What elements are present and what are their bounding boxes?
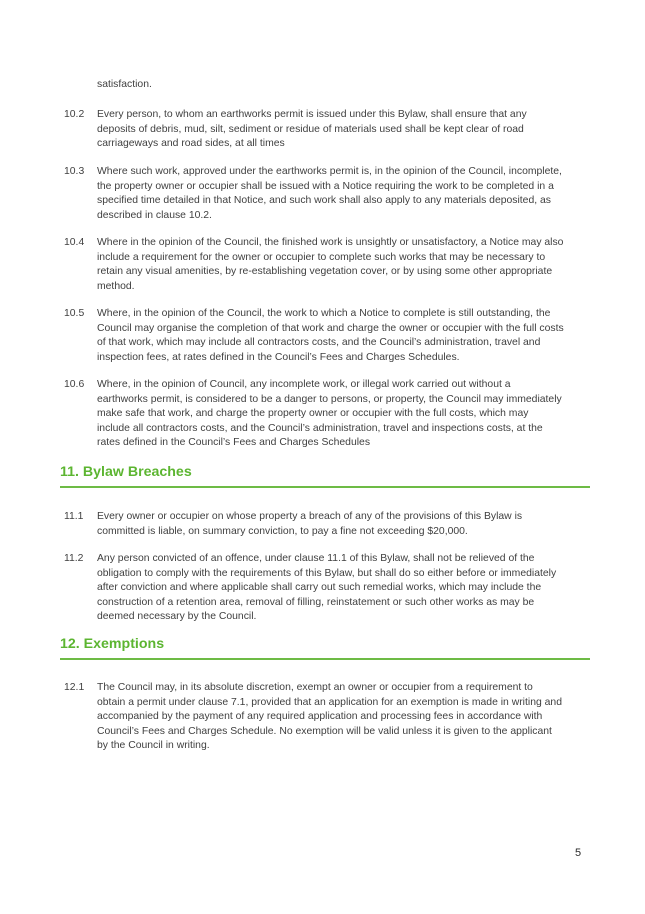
clause-number: 10.6 — [64, 379, 85, 390]
section-heading-exemptions: 12. Exemptions — [60, 635, 590, 660]
clause-12-1 — [64, 681, 564, 754]
clause-10-4 — [64, 236, 564, 294]
clause-10-5 — [64, 307, 564, 365]
clause-text: The Council may, in its absolute discretion, exempt an owner or occupier from a requirement to obtain a permit under clause 7.1, provided that an application for an exemption is made in writing and accompanied by the payment of any required application and processing fees in accordance with Council’s Fees and Charges Schedule. No exemption will be valid unless it is given to the applicant by the Council in writing. — [97, 682, 562, 752]
clause-text: Where, in the opinion of the Council, the work to which a Notice to complete is still outstanding, the Council may organise the completion of that work and charge the owner or occupier with the full costs of that work, which may include all contractors costs, and the Council’s administration, travel and inspection fees, at rates defined in the Council’s Fees and Charges Schedules. — [97, 308, 564, 363]
clause-10-2 — [64, 108, 564, 152]
clause-number: 11.1 — [64, 511, 84, 522]
section-heading-bylaw-breaches: 11. Bylaw Breaches — [60, 463, 590, 488]
clause-text: Where such work, approved under the earthworks permit is, in the opinion of the Council, incomplete, the property owner or occupier shall be issued with a Notice requiring the work to be completed in a specified time detailed in that Notice, and such work shall also apply to any materials deposited, as described in clause 10.2. — [97, 166, 562, 221]
clause-text: Where, in the opinion of Council, any incomplete work, or illegal work carried out without a earthworks permit, is considered to be a danger to persons, or property, the Council may immediately make safe that work, and charge the property owner or occupier with the full costs, which may include all contractors costs, and the Council’s administration, travel and inspections costs, at the rates defined in the Council’s Fees and Charges Schedules — [97, 379, 562, 449]
clause-text: Where in the opinion of the Council, the finished work is unsightly or unsatisfactory, a Notice may also include a requirement for the owner or occupier to complete such works that may be necessary to retain any visual amenities, by re-establishing vegetation cover, or by using some other appropriate method. — [97, 237, 564, 292]
clause-number: 10.2 — [64, 109, 85, 120]
clause-10-6 — [64, 378, 564, 451]
clause-11-1 — [64, 510, 564, 539]
clause-10-3 — [64, 165, 564, 223]
clause-number: 11.2 — [64, 553, 84, 564]
clause-number: 10.4 — [64, 237, 85, 248]
clause-number: 10.5 — [64, 308, 85, 319]
clause-text: Every owner or occupier on whose property a breach of any of the provisions of this Bylaw is committed is liable, on summary conviction, to pay a fine not exceeding $20,000. — [97, 511, 523, 537]
continuation-text: satisfaction. — [97, 79, 152, 90]
clause-number: 10.3 — [64, 166, 85, 177]
clause-text: Every person, to whom an earthworks permit is issued under this Bylaw, shall ensure that any deposits of debris, mud, silt, sediment or residue of materials used shall be kept clear of road carriageways and road sides, at all times — [97, 109, 527, 150]
clause-text: Any person convicted of an offence, under clause 11.1 of this Bylaw, shall not be relieved of the obligation to comply with the requirements of this Bylaw, but shall do so either before or immediately after conviction and where applicable shall carry out such remedial works, which may include the construction of a retention area, removal of filling, reinstatement or such other works as may be deemed necessary by the Council. — [97, 553, 557, 623]
clause-number: 12.1 — [64, 682, 85, 693]
continuation-paragraph — [64, 78, 564, 93]
clause-11-2 — [64, 552, 564, 625]
page-number: 5 — [575, 847, 582, 859]
